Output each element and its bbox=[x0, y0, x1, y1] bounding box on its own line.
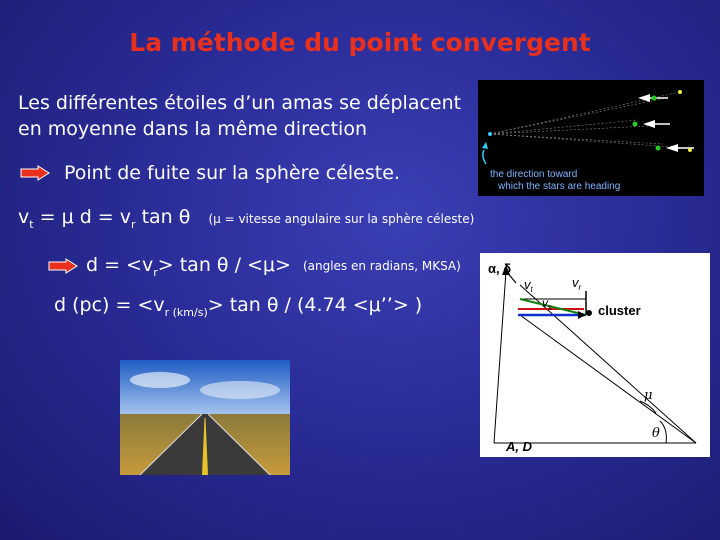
convergent-point-diagram bbox=[480, 253, 710, 457]
equation-1 bbox=[18, 206, 474, 231]
road-graphic bbox=[120, 360, 290, 475]
right-arrow-icon bbox=[20, 165, 50, 181]
eq1-mid: = μ d = v bbox=[33, 206, 132, 228]
eq3-end: > tan θ / (4.74 <μ’’> ) bbox=[207, 294, 423, 316]
eq3-start: d (pc) = <v bbox=[54, 294, 165, 316]
intro-text bbox=[18, 90, 488, 142]
vanishing-point-text: Point de fuite sur la sphère céleste. bbox=[64, 162, 400, 184]
intro-line-1: Les différentes étoiles d’un amas se déplacent bbox=[18, 92, 462, 114]
eq2-start: d = <v bbox=[86, 254, 154, 276]
vt-sub: t bbox=[530, 285, 533, 294]
vt-v: v bbox=[524, 277, 531, 292]
label-AD: A, D bbox=[506, 439, 532, 454]
eq3-sub: r (km/s) bbox=[164, 305, 208, 319]
eq1-vt-sub: t bbox=[29, 217, 34, 231]
eq1-vt: v bbox=[18, 206, 30, 228]
label-cluster: cluster bbox=[598, 303, 641, 318]
label-alpha-delta: α, δ bbox=[488, 261, 512, 276]
caption-line-2: which the stars are heading bbox=[498, 181, 621, 192]
vs-sub: s bbox=[548, 303, 552, 312]
eq2-note: (angles en radians, MKSA) bbox=[302, 259, 461, 274]
diagram-graphic bbox=[480, 253, 710, 457]
equation-3 bbox=[54, 294, 422, 319]
star-motion-image bbox=[478, 80, 704, 196]
equation-2 bbox=[86, 254, 291, 279]
equation-2-row bbox=[48, 254, 461, 279]
slide-title: La méthode du point convergent bbox=[129, 28, 591, 57]
star-motion-graphic bbox=[478, 80, 704, 196]
road-perspective-image bbox=[120, 360, 290, 475]
right-arrow-icon bbox=[48, 258, 78, 274]
vanishing-point-row bbox=[20, 162, 400, 184]
eq2-end: > tan θ / <μ> bbox=[157, 254, 291, 276]
label-mu: μ bbox=[644, 388, 653, 403]
vs-v: v bbox=[542, 296, 548, 310]
label-theta: θ bbox=[652, 426, 660, 441]
intro-line-2: en moyenne dans la même direction bbox=[18, 118, 367, 140]
eq2-sub: r bbox=[153, 265, 158, 279]
vr-sub: r bbox=[578, 283, 582, 292]
eq1-end: tan θ bbox=[135, 206, 191, 228]
caption-line-1: the direction toward bbox=[490, 169, 578, 180]
eq1-note: (μ = vitesse angulaire sur la sphère céleste) bbox=[208, 212, 475, 226]
vr-v: v bbox=[572, 275, 579, 290]
eq1-vr-sub: r bbox=[131, 217, 136, 231]
